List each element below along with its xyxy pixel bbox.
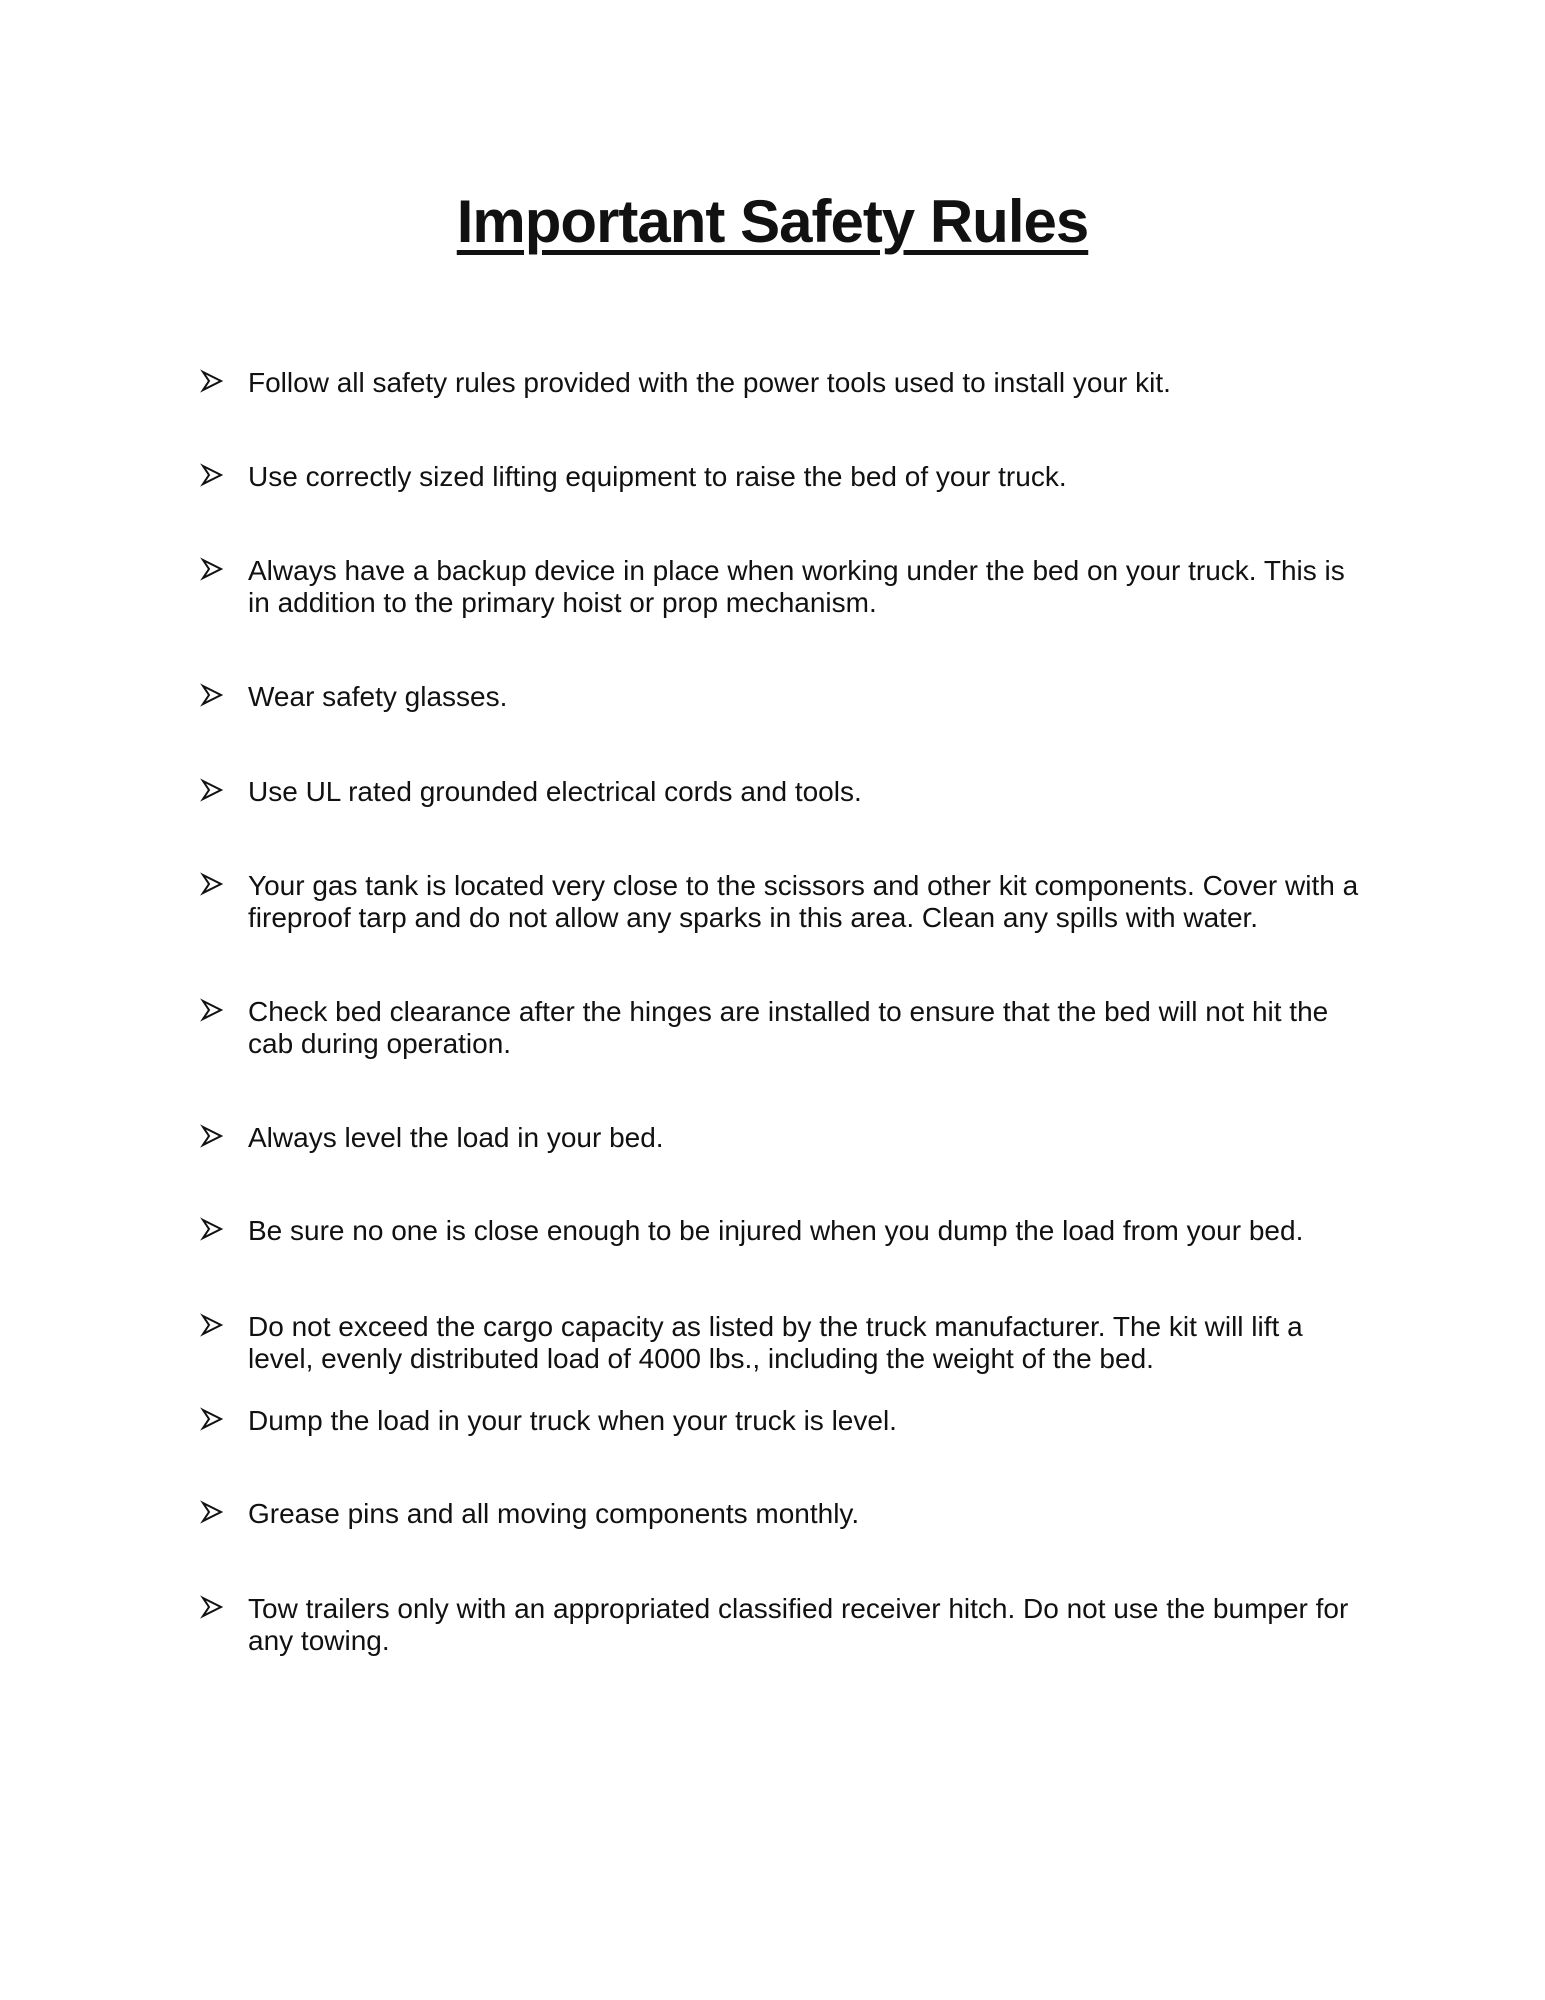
arrowhead-bullet-icon	[200, 1407, 224, 1431]
arrowhead-bullet-icon	[200, 557, 224, 581]
rule-text: Use UL rated grounded electrical cords and tools.	[248, 776, 862, 807]
rule-text: Follow all safety rules provided with the power tools used to install your kit.	[248, 367, 1171, 398]
rule-text: Always level the load in your bed.	[248, 1122, 664, 1153]
arrowhead-bullet-icon	[200, 1124, 224, 1148]
rule-text: Be sure no one is close enough to be injured when you dump the load from your bed.	[248, 1215, 1304, 1246]
arrowhead-bullet-icon	[200, 1217, 224, 1241]
rule-text: Tow trailers only with an appropriated classified receiver hitch. Do not use the bumper for any towing.	[248, 1593, 1349, 1656]
arrowhead-bullet-icon	[200, 463, 224, 487]
page-title: Important Safety Rules	[456, 188, 1089, 255]
rule-text: Grease pins and all moving components monthly.	[248, 1498, 860, 1529]
arrowhead-bullet-icon	[200, 683, 224, 707]
rule-text: Wear safety glasses.	[248, 681, 508, 712]
rule-text: Do not exceed the cargo capacity as listed by the truck manufacturer. The kit will lift a level, evenly distributed load of 4000 lbs., including the weight of the bed.	[248, 1311, 1303, 1374]
arrowhead-bullet-icon	[200, 369, 224, 393]
rule-text: Always have a backup device in place when working under the bed on your truck. This is in addition to the primary hoist or prop mechanism.	[248, 555, 1345, 618]
rule-text: Check bed clearance after the hinges are installed to ensure that the bed will not hit the cab during operation.	[248, 996, 1329, 1059]
arrowhead-bullet-icon	[200, 998, 224, 1022]
arrowhead-bullet-icon	[200, 872, 224, 896]
arrowhead-bullet-icon	[200, 1595, 224, 1619]
arrowhead-bullet-icon	[200, 1500, 224, 1524]
arrowhead-bullet-icon	[200, 1313, 224, 1337]
rule-text: Your gas tank is located very close to the scissors and other kit components. Cover with a fireproof tarp and do not allow any sparks in this area. Clean any spills with water.	[248, 870, 1359, 933]
arrowhead-bullet-icon	[200, 778, 224, 802]
rule-text: Use correctly sized lifting equipment to raise the bed of your truck.	[248, 461, 1067, 492]
rule-text: Dump the load in your truck when your truck is level.	[248, 1405, 897, 1436]
